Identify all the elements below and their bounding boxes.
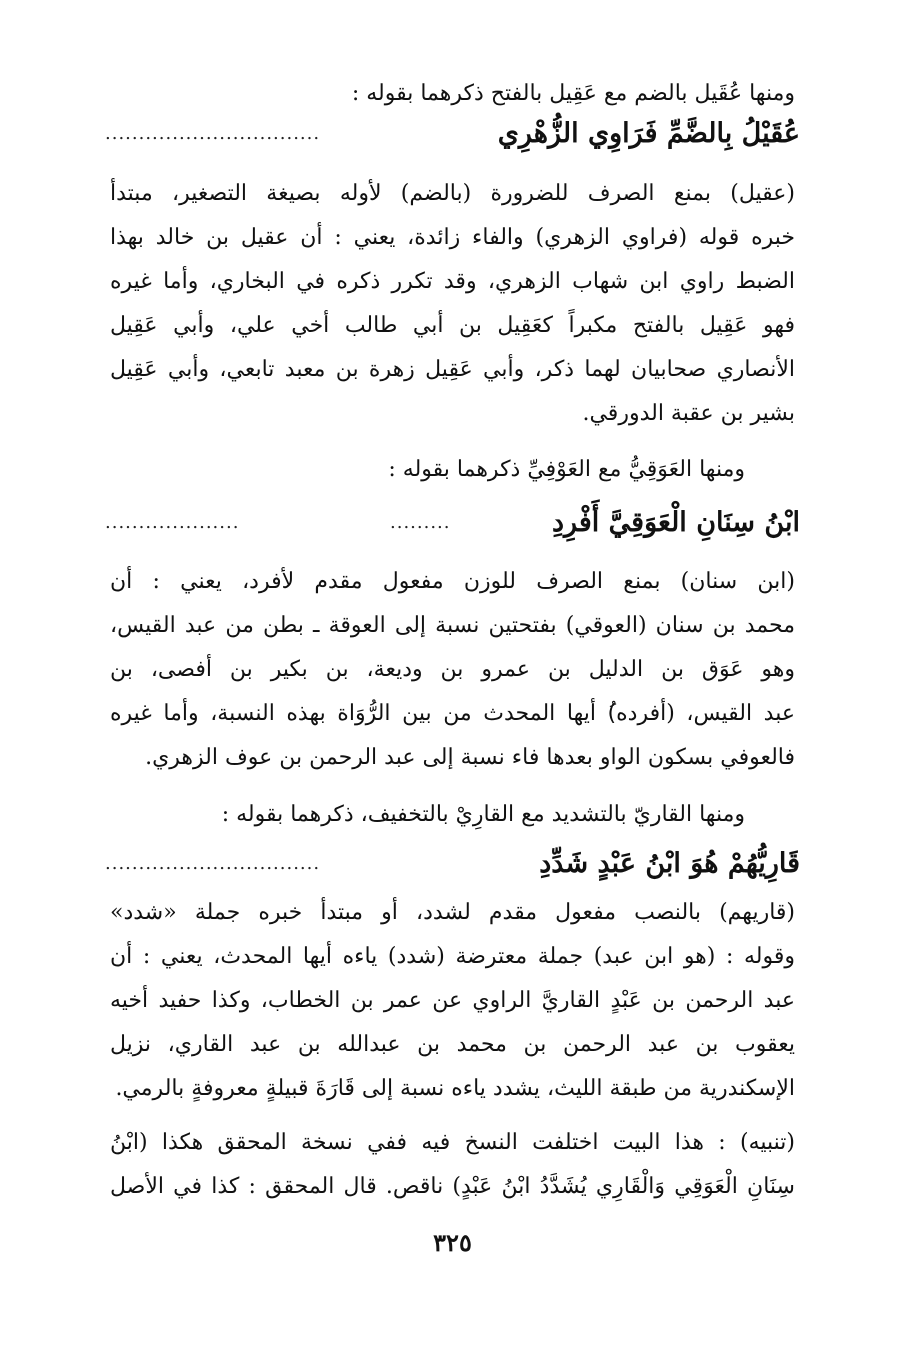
verse-3 — [105, 838, 800, 890]
paragraph-2-line: فالعوفي بسكون الواو بعدها فاء نسبة إلى عبد الرحمن بن عوف الزهري. — [145, 745, 795, 770]
intro-line-3: ومنها القاريّ بالتشديد مع القارِيْ بالتخفيف، ذكرهما بقوله : — [221, 802, 745, 827]
paragraph-3-line: وقوله : (هو ابن عبد) جملة معترضة (شدد) ياءه أيها المحدث، يعني : أن — [110, 944, 795, 969]
verse-2-hemistich: ابْنُ سِنَانِ الْعَوَقِيَّ أَفْرِدِ — [551, 507, 800, 538]
paragraph-3-line: عبد الرحمن بن عَبْدٍ القاريَّ الراوي عن عمر بن الخطاب، وكذا حفيد أخيه — [110, 988, 795, 1013]
verse-2-dots-near: ......... — [390, 512, 451, 533]
intro-line-1: ومنها عُقَيل بالضم مع عَقِيل بالفتح ذكرهما بقوله : — [351, 81, 795, 106]
paragraph-1-line: خبره قوله (فراوي الزهري) والفاء زائدة، يعني : أن عقيل بن خالد بهذا — [110, 225, 795, 250]
paragraph-3-line: يعقوب بن عبد الرحمن بن محمد بن عبدالله بن عبد القاري، نزيل — [110, 1032, 795, 1057]
paragraph-1-line: بشير بن عقبة الدورقي. — [582, 401, 795, 426]
paragraph-1-line: فهو عَقِيل بالفتح مكبراً كعَقِيل بن أبي طالب أخي علي، وأبي عَقِيل — [110, 313, 795, 338]
paragraph-1-line: (عقيل) بمنع الصرف للضرورة (بالضم) لأوله بصيغة التصغير، مبتدأ — [110, 181, 795, 206]
intro-line-2: ومنها العَوَقِيُّ مع العَوْفِيِّ ذكرهما بقوله : — [388, 457, 745, 482]
verse-1 — [105, 108, 800, 160]
note-line: سِنَانِ الْعَوَقِي وَالْقَارِي يُشَدَّدُ ابْنُ عَبْدٍ) ناقص. قال المحقق : كذا في الأصل — [110, 1174, 795, 1199]
paragraph-1-line: الضبط راوي ابن شهاب الزهري، وقد تكرر ذكره في البخاري، وأما غيره — [110, 269, 795, 294]
verse-2-dots-far: .................... — [105, 512, 240, 533]
verse-3-hemistich: قَارِيُّهُمْ هُوَ ابْنُ عَبْدٍ شَدِّدِ — [539, 848, 800, 879]
paragraph-2-line: (ابن سنان) بمنع الصرف للوزن مفعول مقدم لأفرد، يعني : أن — [110, 569, 795, 594]
verse-2 — [105, 497, 800, 549]
paragraph-2-line: وهو عَوَق بن الدليل بن عمرو بن وديعة، بن بكير بن أفصى، بن — [110, 657, 795, 682]
verse-1-hemistich: عُقَيْلُ بِالضَّمِّ فَرَاوِي الزُّهْرِي — [497, 118, 800, 149]
paragraph-1-line: الأنصاري صحابيان لهما ذكر، وأبي عَقِيل زهرة بن معبد تابعي، وأبي عَقِيل — [110, 357, 795, 382]
verse-1-dots: ................................ — [105, 123, 321, 144]
page-number: ٣٢٥ — [433, 1228, 472, 1257]
paragraph-3-line: الإسكندرية من طبقة الليث، يشدد ياءه نسبة إلى قَارَةَ قبيلةٍ معروفةٍ بالرمي. — [115, 1076, 795, 1101]
paragraph-3-line: (قاريهم) بالنصب مفعول مقدم لشدد، أو مبتدأ خبره جملة «شدد» — [110, 900, 795, 925]
paragraph-2-line: عبد القيس، (أفرده)ُ أيها المحدث من بين الرُّوَاة بهذه النسبة، وأما غيره — [110, 701, 795, 726]
verse-3-dots: ................................ — [105, 853, 321, 874]
paragraph-2-line: محمد بن سنان (العوقي) بفتحتين نسبة إلى العوقة ـ بطن من عبد القيس، — [110, 613, 795, 638]
note-line: (تنبيه) : هذا البيت اختلفت النسخ فيه ففي نسخة المحقق هكذا (ابْنُ — [110, 1130, 795, 1155]
